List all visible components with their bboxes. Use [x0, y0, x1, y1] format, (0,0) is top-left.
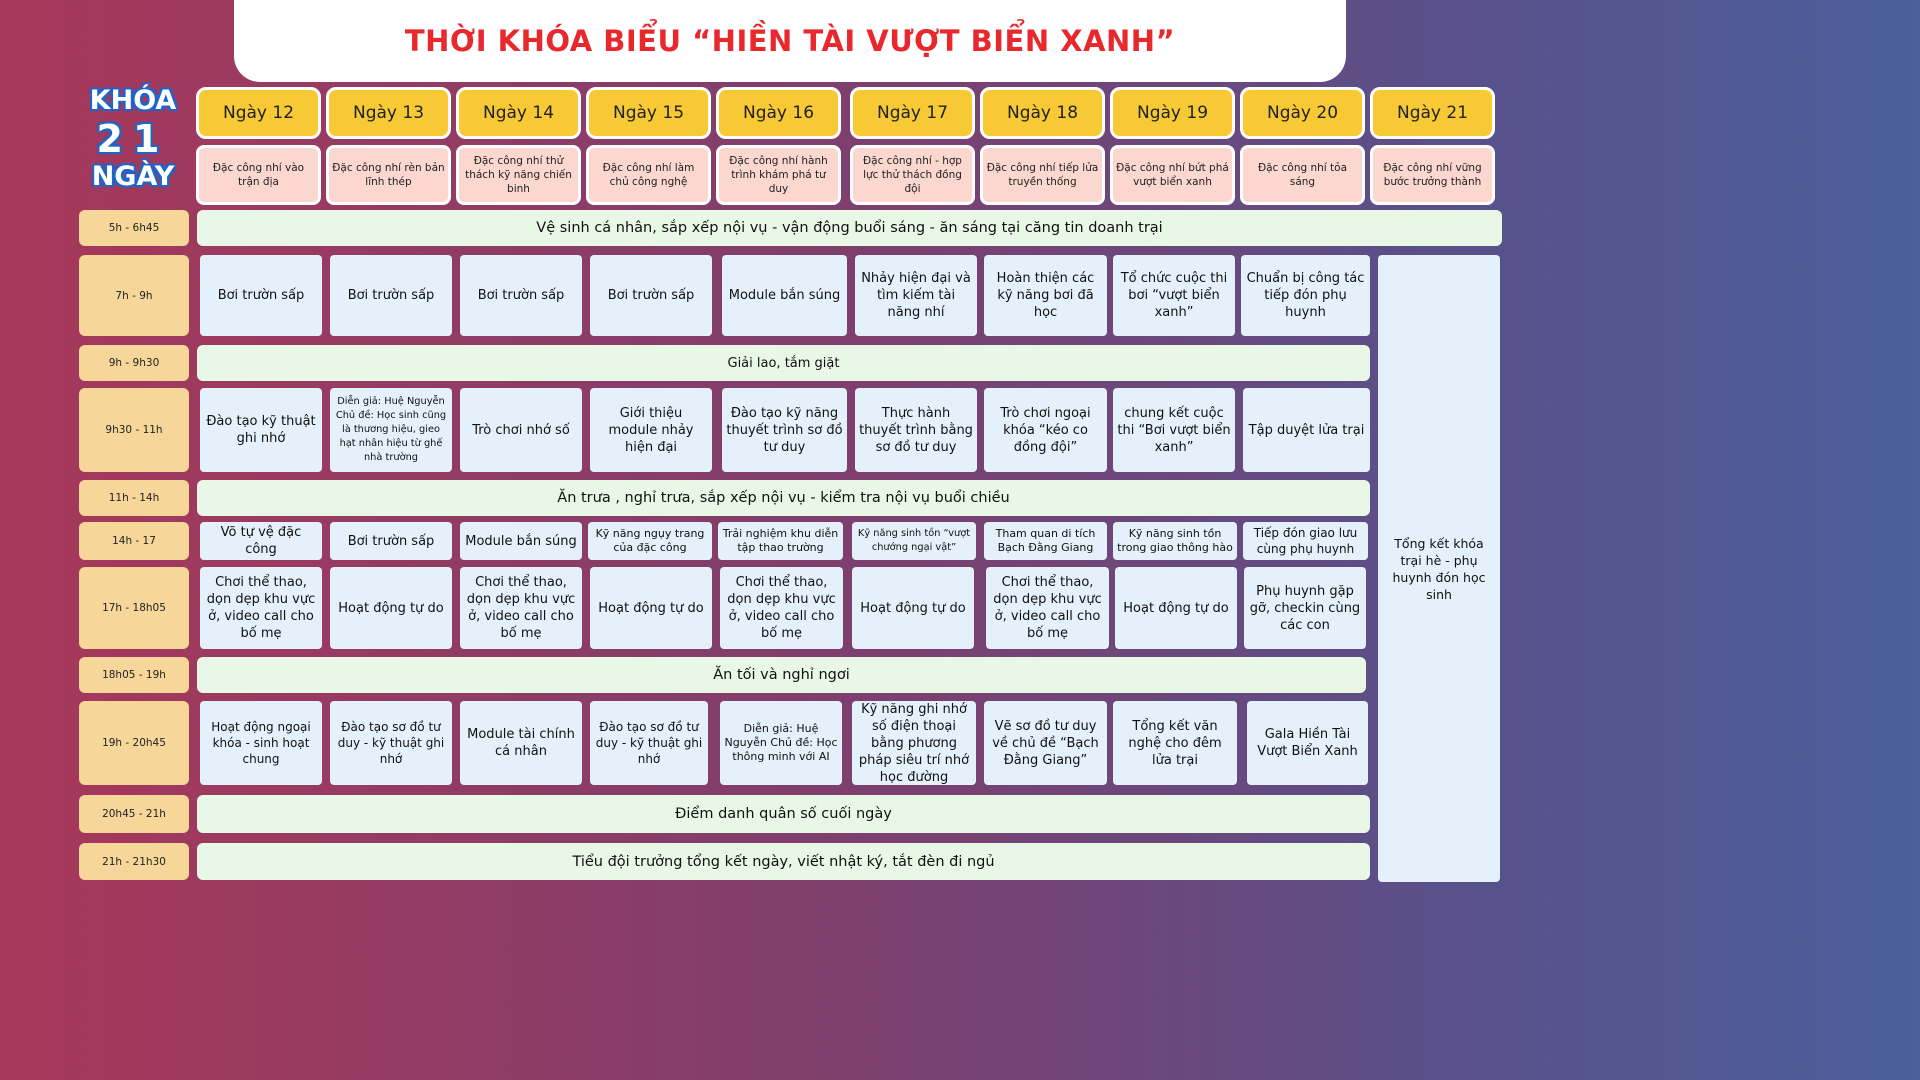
activity-cell: Chơi thể thao, dọn dẹp khu vực ở, video call cho bố mẹ	[986, 567, 1109, 649]
activity-cell: Trải nghiệm khu diễn tập thao trường	[718, 522, 843, 560]
day-theme: Đặc công nhí bứt phá vượt biển xanh	[1110, 145, 1235, 205]
day-header: Ngày 18	[980, 87, 1105, 139]
activity-cell: Diễn giả: Huệ Nguyễn Chủ đề: Học thông minh với AI	[720, 701, 842, 785]
course-badge	[80, 84, 186, 208]
activity-cell: Chơi thể thao, dọn dẹp khu vực ở, video call cho bố mẹ	[720, 567, 843, 649]
activity-cell: Tổ chức cuộc thi bơi “vượt biển xanh”	[1113, 255, 1235, 336]
activity-cell: Bơi trườn sấp	[460, 255, 582, 336]
day-theme: Đặc công nhí tỏa sáng	[1240, 145, 1365, 205]
activity-cell: Tham quan di tích Bạch Đằng Giang	[984, 522, 1107, 560]
activity-cell: Hoạt động ngoại khóa - sinh hoạt chung	[200, 701, 322, 785]
activity-cell: Diễn giả: Huệ Nguyễn Chủ đề: Học sinh cũng là thương hiệu, gieo hạt nhân hiệu từ ghế nhà trường	[330, 388, 452, 472]
activity-cell: Trò chơi ngoại khóa “kéo co đồng đội”	[984, 388, 1107, 472]
activity-cell: Chuẩn bị công tác tiếp đón phụ huynh	[1241, 255, 1370, 336]
activity-cell: Vẽ sơ đồ tư duy về chủ đề “Bạch Đằng Giang”	[984, 701, 1107, 785]
activity-cell: Hoạt động tự do	[1115, 567, 1237, 649]
activity-cell: Hoạt động tự do	[330, 567, 452, 649]
activity-cell: chung kết cuộc thi “Bơi vượt biển xanh”	[1113, 388, 1235, 472]
activity-cell: Giới thiệu module nhảy hiện đại	[590, 388, 712, 472]
activity-cell: Bơi trườn sấp	[330, 255, 452, 336]
time-slot: 9h - 9h30	[79, 345, 189, 381]
time-slot: 11h - 14h	[79, 480, 189, 516]
activity-cell: Phụ huynh gặp gỡ, checkin cùng các con	[1244, 567, 1366, 649]
activity-cell: Kỹ năng ngụy trang của đặc công	[588, 522, 712, 560]
badge-line1: KHÓA	[89, 85, 177, 116]
activity-cell: Tiếp đón giao lưu cùng phụ huynh	[1243, 522, 1368, 560]
day-theme: Đặc công nhí làm chủ công nghệ	[586, 145, 711, 205]
activity-cell: Đào tạo sơ đồ tư duy - kỹ thuật ghi nhớ	[330, 701, 452, 785]
band-break: Giải lao, tắm giặt	[197, 345, 1370, 381]
activity-cell: Chơi thể thao, dọn dẹp khu vực ở, video call cho bố mẹ	[460, 567, 582, 649]
activity-cell: Trò chơi nhớ số	[460, 388, 582, 472]
day-theme: Đặc công nhí vào trận địa	[196, 145, 321, 205]
day-theme: Đặc công nhí hành trình khám phá tư duy	[716, 145, 841, 205]
day-header: Ngày 20	[1240, 87, 1365, 139]
time-slot: 18h05 - 19h	[79, 657, 189, 693]
day-header: Ngày 16	[716, 87, 841, 139]
band-dinner: Ăn tối và nghỉ ngơi	[197, 657, 1366, 693]
activity-cell: Module bắn súng	[460, 522, 582, 560]
title-banner	[234, 0, 1346, 82]
band-night: Tiểu đội trưởng tổng kết ngày, viết nhật ký, tắt đèn đi ngủ	[197, 843, 1370, 880]
day-header: Ngày 17	[850, 87, 975, 139]
day-theme: Đặc công nhí tiếp lửa truyền thống	[980, 145, 1105, 205]
activity-cell: Gala Hiền Tài Vượt Biển Xanh	[1247, 701, 1368, 785]
day-header: Ngày 21	[1370, 87, 1495, 139]
activity-cell: Kỹ năng sinh tồn trong giao thông hào	[1113, 522, 1237, 560]
activity-cell: Võ tự vệ đặc công	[200, 522, 322, 560]
day-header: Ngày 13	[326, 87, 451, 139]
band-rollcall: Điểm danh quân số cuối ngày	[197, 795, 1370, 833]
activity-cell: Đào tạo kỹ năng thuyết trình sơ đồ tư duy	[722, 388, 847, 472]
activity-cell: Đào tạo sơ đồ tư duy - kỹ thuật ghi nhớ	[590, 701, 708, 785]
time-slot: 9h30 - 11h	[79, 388, 189, 472]
day-header: Ngày 12	[196, 87, 321, 139]
time-slot: 20h45 - 21h	[79, 795, 189, 833]
activity-cell: Hoạt động tự do	[590, 567, 712, 649]
activity-cell: Module bắn súng	[722, 255, 847, 336]
activity-cell: Bơi trườn sấp	[590, 255, 712, 336]
time-slot: 21h - 21h30	[79, 843, 189, 880]
activity-cell: Bơi trườn sấp	[200, 255, 322, 336]
activity-cell: Đào tạo kỹ thuật ghi nhớ	[200, 388, 322, 472]
day-header: Ngày 19	[1110, 87, 1235, 139]
day-header: Ngày 14	[456, 87, 581, 139]
final-day-summary: Tổng kết khóa trại hè - phụ huynh đón học sinh	[1378, 255, 1500, 882]
time-slot: 14h - 17	[79, 522, 189, 560]
day-theme: Đặc công nhí vững bước trưởng thành	[1370, 145, 1495, 205]
day-theme: Đặc công nhí rèn bản lĩnh thép	[326, 145, 451, 205]
activity-cell: Chơi thể thao, dọn dẹp khu vực ở, video call cho bố mẹ	[200, 567, 322, 649]
time-slot: 19h - 20h45	[79, 701, 189, 785]
time-slot: 5h - 6h45	[79, 210, 189, 246]
activity-cell: Module tài chính cá nhân	[460, 701, 582, 785]
day-header: Ngày 15	[586, 87, 711, 139]
activity-cell: Tổng kết văn nghệ cho đêm lửa trại	[1113, 701, 1237, 785]
day-theme: Đặc công nhí thử thách kỹ năng chiến binh	[456, 145, 581, 205]
day-theme: Đặc công nhí - hợp lực thử thách đồng đội	[850, 145, 975, 205]
page-title: THỜI KHÓA BIỂU “HIỀN TÀI VƯỢT BIỂN XANH”	[404, 24, 1176, 58]
activity-cell: Thực hành thuyết trình bằng sơ đồ tư duy	[855, 388, 977, 472]
time-slot: 17h - 18h05	[79, 567, 189, 649]
activity-cell: Kỹ năng ghi nhớ số điện thoại bằng phương pháp siêu trí nhớ học đường	[852, 701, 976, 785]
activity-cell: Hoàn thiện các kỹ năng bơi đã học	[984, 255, 1107, 336]
badge-line2: 21	[96, 117, 170, 161]
band-morning: Vệ sinh cá nhân, sắp xếp nội vụ - vận động buổi sáng - ăn sáng tại căng tin doanh trại	[197, 210, 1502, 246]
activity-cell: Bơi trườn sấp	[330, 522, 452, 560]
activity-cell: Nhảy hiện đại và tìm kiếm tài năng nhí	[855, 255, 977, 336]
badge-line3: NGÀY	[91, 161, 175, 192]
band-lunch: Ăn trưa , nghỉ trưa, sắp xếp nội vụ - kiểm tra nội vụ buổi chiều	[197, 480, 1370, 516]
activity-cell: Tập duyệt lửa trại	[1243, 388, 1370, 472]
activity-cell: Hoạt động tự do	[852, 567, 974, 649]
time-slot: 7h - 9h	[79, 255, 189, 336]
activity-cell: Kỹ năng sinh tồn “vượt chướng ngại vật”	[852, 522, 976, 560]
